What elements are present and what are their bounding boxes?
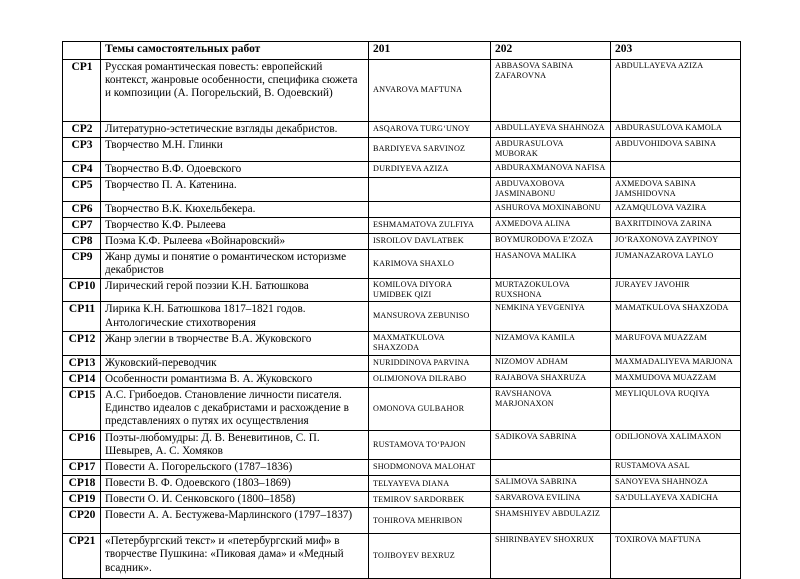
row-student-203: TOXIROVA MAFTUNA bbox=[611, 534, 741, 579]
row-student-202: ABBASOVA SABINA ZAFAROVNA bbox=[491, 60, 611, 122]
row-student-202: RAVSHANOVA MARJONAXON bbox=[491, 387, 611, 430]
table-row bbox=[63, 122, 741, 138]
table-row bbox=[63, 60, 741, 122]
row-student-203: ABDULLAYEVA AZIZA bbox=[611, 60, 741, 122]
row-student-201: DURDIYEVA AZIZA bbox=[369, 161, 491, 177]
table-row bbox=[63, 279, 741, 302]
row-student-203 bbox=[611, 508, 741, 534]
row-code: СР20 bbox=[63, 508, 101, 534]
row-student-202: AXMEDOVA ALINA bbox=[491, 217, 611, 233]
row-student-202: HASANOVA MALIKA bbox=[491, 249, 611, 278]
table-row bbox=[63, 355, 741, 371]
table-row bbox=[63, 177, 741, 201]
row-student-201: KOMILOVA DIYORA UMIDBEK QIZI bbox=[369, 279, 491, 302]
row-student-203: MEYLIQULOVA RUQIYA bbox=[611, 387, 741, 430]
row-student-203: ODILJONOVA XALIMAXON bbox=[611, 430, 741, 459]
row-topic: Русская романтическая повесть: европейский контекст, жанровые особенности, специфика сюжета и композиции (А. Погорельский, В. Одоевский) bbox=[101, 60, 369, 122]
table-header bbox=[63, 42, 741, 60]
row-code: СР14 bbox=[63, 371, 101, 387]
table-row bbox=[63, 508, 741, 534]
row-student-202: NIZOMOV ADHAM bbox=[491, 355, 611, 371]
row-student-201: BARDIYEVA SARVINOZ bbox=[369, 138, 491, 161]
row-code: СР11 bbox=[63, 302, 101, 331]
row-student-203: MAXMUDOVA MUAZZAM bbox=[611, 371, 741, 387]
row-code: СР16 bbox=[63, 430, 101, 459]
row-topic: Поэты-любомудры: Д. В. Веневитинов, С. П. Шевырев, А. С. Хомяков bbox=[101, 430, 369, 459]
row-topic: Повести В. Ф. Одоевского (1803–1869) bbox=[101, 476, 369, 492]
row-student-202: RAJABOVA SHAXRUZA bbox=[491, 371, 611, 387]
row-student-202: NEMKINA YEVGENIYA bbox=[491, 302, 611, 331]
row-student-202: SADIKOVA SABRINA bbox=[491, 430, 611, 459]
row-topic: Жанр думы и понятие о романтическом историзме декабристов bbox=[101, 249, 369, 278]
header-group-202: 202 bbox=[491, 42, 611, 60]
row-student-203: SA’DULLAYEVA XADICHA bbox=[611, 492, 741, 508]
row-student-203: MARUFOVA MUAZZAM bbox=[611, 331, 741, 355]
row-topic: Литературно-эстетические взгляды декабристов. bbox=[101, 122, 369, 138]
table-row bbox=[63, 217, 741, 233]
row-code: СР7 bbox=[63, 217, 101, 233]
row-code: СР18 bbox=[63, 476, 101, 492]
row-student-202: ABDURASULOVA MUBORAK bbox=[491, 138, 611, 161]
table-row bbox=[63, 331, 741, 355]
row-code: СР13 bbox=[63, 355, 101, 371]
header-cp-column bbox=[63, 42, 101, 60]
row-student-202: ABDULLAYEVA SHAHNOZA bbox=[491, 122, 611, 138]
row-student-203: SANOYEVA SHAHNOZA bbox=[611, 476, 741, 492]
row-topic: Творчество В.К. Кюхельбекера. bbox=[101, 201, 369, 217]
row-student-202: NIZAMOVA KAMILA bbox=[491, 331, 611, 355]
row-student-203: AZAMQULOVA VAZIRA bbox=[611, 201, 741, 217]
row-student-203: BAXRITDINOVA ZARINA bbox=[611, 217, 741, 233]
row-student-201 bbox=[369, 177, 491, 201]
row-code: СР4 bbox=[63, 161, 101, 177]
row-student-201 bbox=[369, 201, 491, 217]
row-student-201: OLIMJONOVA DILRABO bbox=[369, 371, 491, 387]
row-student-201: TOHIROVA MEHRIBON bbox=[369, 508, 491, 534]
row-topic: Повести А. А. Бестужева-Марлинского (1797–1837) bbox=[101, 508, 369, 534]
table-row bbox=[63, 492, 741, 508]
row-student-203: RUSTAMOVA ASAL bbox=[611, 460, 741, 476]
row-student-203: ABDUVOHIDOVA SABINA bbox=[611, 138, 741, 161]
row-code: СР15 bbox=[63, 387, 101, 430]
row-code: СР19 bbox=[63, 492, 101, 508]
table-row bbox=[63, 233, 741, 249]
row-student-202: SALIMOVA SABRINA bbox=[491, 476, 611, 492]
table-row bbox=[63, 201, 741, 217]
row-student-203 bbox=[611, 161, 741, 177]
row-student-203: AXMEDOVA SABINA JAMSHIDOVNA bbox=[611, 177, 741, 201]
row-topic: Творчество В.Ф. Одоевского bbox=[101, 161, 369, 177]
row-student-203: ABDURASULOVA KAMOLA bbox=[611, 122, 741, 138]
row-student-201: MANSUROVA ZEBUNISO bbox=[369, 302, 491, 331]
row-student-201: NURIDDINOVA PARVINA bbox=[369, 355, 491, 371]
table-row bbox=[63, 302, 741, 331]
row-code: СР1 bbox=[63, 60, 101, 122]
row-student-202: SARVAROVA EVILINA bbox=[491, 492, 611, 508]
row-code: СР21 bbox=[63, 534, 101, 579]
row-topic: А.С. Грибоедов. Становление личности писателя. Единство идеалов с декабристами и расхождение в представлениях о путях их осуществления bbox=[101, 387, 369, 430]
row-student-202: BOYMURODOVA E’ZOZA bbox=[491, 233, 611, 249]
row-code: СР9 bbox=[63, 249, 101, 278]
table-row bbox=[63, 387, 741, 430]
row-student-201: ISROILOV DAVLATBEK bbox=[369, 233, 491, 249]
row-code: СР8 bbox=[63, 233, 101, 249]
row-student-201: ANVAROVA MAFTUNA bbox=[369, 60, 491, 122]
row-student-201: TELYAYEVA DIANA bbox=[369, 476, 491, 492]
header-group-203: 203 bbox=[611, 42, 741, 60]
row-student-202: ABDURAXMANOVA NAFISA bbox=[491, 161, 611, 177]
row-student-202: SHIRINBAYEV SHOXRUX bbox=[491, 534, 611, 579]
row-topic: Повести А. Погорельского (1787–1836) bbox=[101, 460, 369, 476]
row-topic: Творчество К.Ф. Рылеева bbox=[101, 217, 369, 233]
table-row bbox=[63, 249, 741, 278]
row-topic: Повести О. И. Сенковского (1800–1858) bbox=[101, 492, 369, 508]
row-student-201: SHODMONOVA MALOHAT bbox=[369, 460, 491, 476]
row-student-203: MAMATKULOVA SHAXZODA bbox=[611, 302, 741, 331]
row-code: СР6 bbox=[63, 201, 101, 217]
table-row bbox=[63, 476, 741, 492]
row-code: СР12 bbox=[63, 331, 101, 355]
row-code: СР3 bbox=[63, 138, 101, 161]
table-row bbox=[63, 371, 741, 387]
row-student-203: MAXMADALIYEVA MARJONA bbox=[611, 355, 741, 371]
row-topic: Лирика К.Н. Батюшкова 1817–1821 годов. Антологические стихотворения bbox=[101, 302, 369, 331]
row-topic: Творчество М.Н. Глинки bbox=[101, 138, 369, 161]
row-student-201: MAXMATKULOVA SHAXZODA bbox=[369, 331, 491, 355]
row-student-201: KARIMOVA SHAXLO bbox=[369, 249, 491, 278]
row-student-203: JUMANAZAROVA LAYLO bbox=[611, 249, 741, 278]
header-group-201: 201 bbox=[369, 42, 491, 60]
table-row bbox=[63, 161, 741, 177]
table-row bbox=[63, 138, 741, 161]
row-student-201: RUSTAMOVA TO‘PAJON bbox=[369, 430, 491, 459]
row-topic: Творчество П. А. Катенина. bbox=[101, 177, 369, 201]
row-student-201: ASQAROVA TURG‘UNOY bbox=[369, 122, 491, 138]
row-topic: Жуковский-переводчик bbox=[101, 355, 369, 371]
table-body bbox=[63, 60, 741, 579]
row-topic: Поэма К.Ф. Рылеева «Войнаровский» bbox=[101, 233, 369, 249]
row-student-201: ESHMAMATOVA ZULFIYA bbox=[369, 217, 491, 233]
row-topic: Лирический герой поэзии К.Н. Батюшкова bbox=[101, 279, 369, 302]
row-student-202: ASHUROVA MOXINABONU bbox=[491, 201, 611, 217]
row-student-201: TEMIROV SARDORBEK bbox=[369, 492, 491, 508]
row-student-202 bbox=[491, 460, 611, 476]
table-row bbox=[63, 460, 741, 476]
row-code: СР17 bbox=[63, 460, 101, 476]
row-student-203: JO‘RAXONOVA ZAYPINOY bbox=[611, 233, 741, 249]
row-code: СР5 bbox=[63, 177, 101, 201]
row-student-203: JURAYEV JAVOHIR bbox=[611, 279, 741, 302]
row-topic: «Петербургский текст» и «петербургский миф» в творчестве Пушкина: «Пиковая дама» и «Медный всадник». bbox=[101, 534, 369, 579]
table-row bbox=[63, 430, 741, 459]
table-row bbox=[63, 534, 741, 579]
row-topic: Жанр элегии в творчестве В.А. Жуковского bbox=[101, 331, 369, 355]
row-student-202: MURTAZOKULOVA RUXSHONA bbox=[491, 279, 611, 302]
row-student-201: OMONOVA GULBAHOR bbox=[369, 387, 491, 430]
header-topic-column: Темы самостоятельных работ bbox=[101, 42, 369, 60]
row-student-202: SHAMSHIYEV ABDULAZIZ bbox=[491, 508, 611, 534]
row-topic: Особенности романтизма В. А. Жуковского bbox=[101, 371, 369, 387]
self-study-topics-table bbox=[62, 41, 741, 579]
row-student-202: ABDUVAXOBOVA JASMINABONU bbox=[491, 177, 611, 201]
row-code: СР2 bbox=[63, 122, 101, 138]
row-student-201: TOJIBOYEV BEXRUZ bbox=[369, 534, 491, 579]
header-row bbox=[63, 42, 741, 60]
row-code: СР10 bbox=[63, 279, 101, 302]
